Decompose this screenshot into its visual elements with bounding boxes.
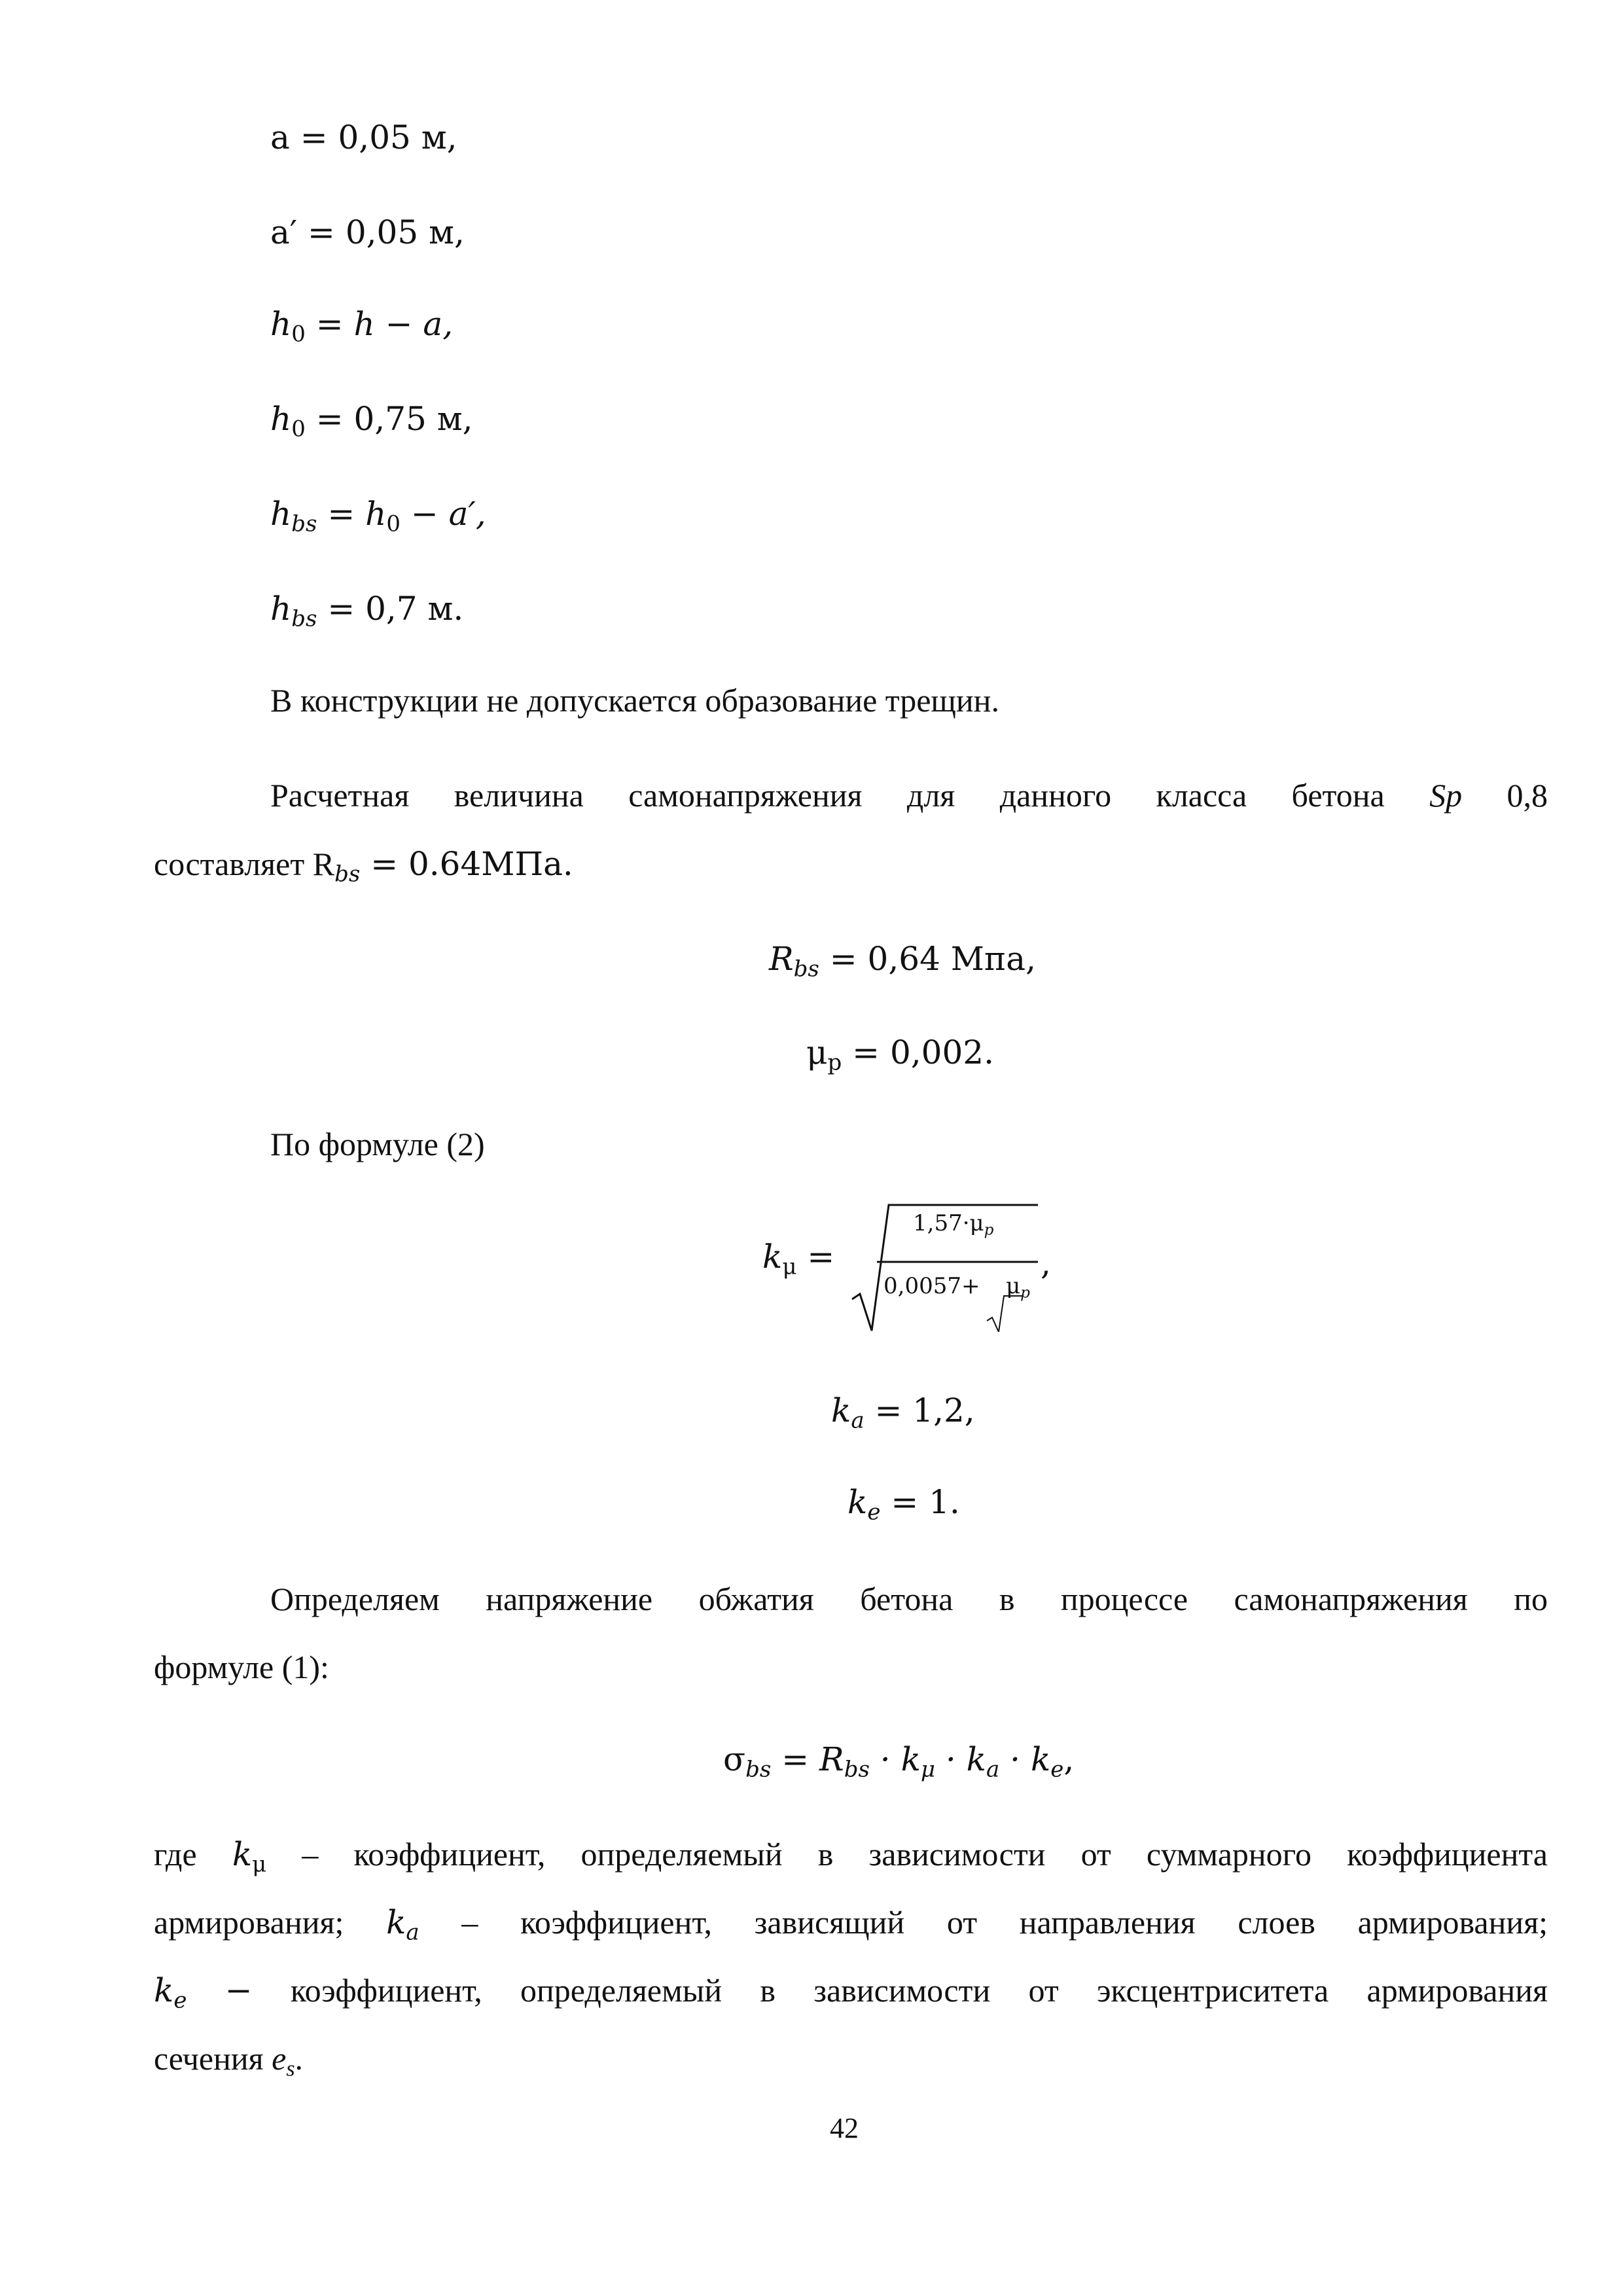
paragraph-determine-line1: Определяем напряжение обжатия бетона в процессе самонапряжения по [270, 1581, 1548, 1617]
paragraph-where-line3: $k_e$ − коэффициент, определяемый в зависимости от эксцентриситета армирования [154, 1971, 1548, 2014]
paragraph-calc-line2: составляет $R_{bs} = 0.64МПа$. [154, 845, 573, 888]
eq-a: a = 0,05 м, [270, 118, 457, 156]
eq-sigma: $\sigma_{bs} = R_{bs} \cdot k_\mu \cdot k_a \cdot k_e$, [723, 1740, 1075, 1783]
paragraph-determine-line2: формуле (1): [154, 1649, 329, 1685]
kmu-denominator-root: $\mu_p$ [1006, 1273, 1030, 1302]
eq-rbs: $R_{bs} = 0,64$ Мпа, [769, 940, 1037, 982]
eq-hbs-formula: $h_{bs} = h_0 - a'$, [270, 495, 486, 537]
eq-ka: $k_a = 1,2$, [831, 1391, 975, 1434]
eq-a-prime: a′ = 0,05 м, [270, 213, 465, 251]
paragraph-by-formula: По формуле (2) [270, 1126, 485, 1162]
paragraph-where-line1: где $k_\mu$ – коэффициент, определяемый в зависимости от суммарного коэффициента [154, 1835, 1548, 1878]
kmu-comma: , [1041, 1244, 1051, 1282]
paragraph-calc-line1: Расчетная величина самонапряжения для данного класса бетона Sp 0,8 [270, 777, 1548, 814]
kmu-denominator: 0,0057+ [883, 1273, 980, 1299]
eq-mu: $\mu_p = 0,002$. [806, 1033, 994, 1076]
eq-ke: $k_e = 1$. [847, 1483, 960, 1526]
eq-kmu-lhs: $k_\mu$ = [762, 1238, 835, 1280]
eq-hbs-value: $h_{bs} = 0,7$ м. [270, 590, 464, 632]
eq-h0-formula: $h_0 = h - a$, [270, 305, 454, 348]
page-number: 42 [830, 2112, 859, 2144]
paragraph-where-line2: армирования; $k_a$ – коэффициент, зависящий от направления слоев армирования; [154, 1903, 1548, 1946]
kmu-numerator: $1,57\cdot\mu_p$ [913, 1210, 994, 1239]
paragraph-no-cracks: В конструкции не допускается образование трещин. [270, 682, 999, 719]
eq-h0-value: $h_0 = 0,75$ м, [270, 400, 473, 442]
paragraph-where-line4: сечения $e_s$. [154, 2040, 304, 2081]
